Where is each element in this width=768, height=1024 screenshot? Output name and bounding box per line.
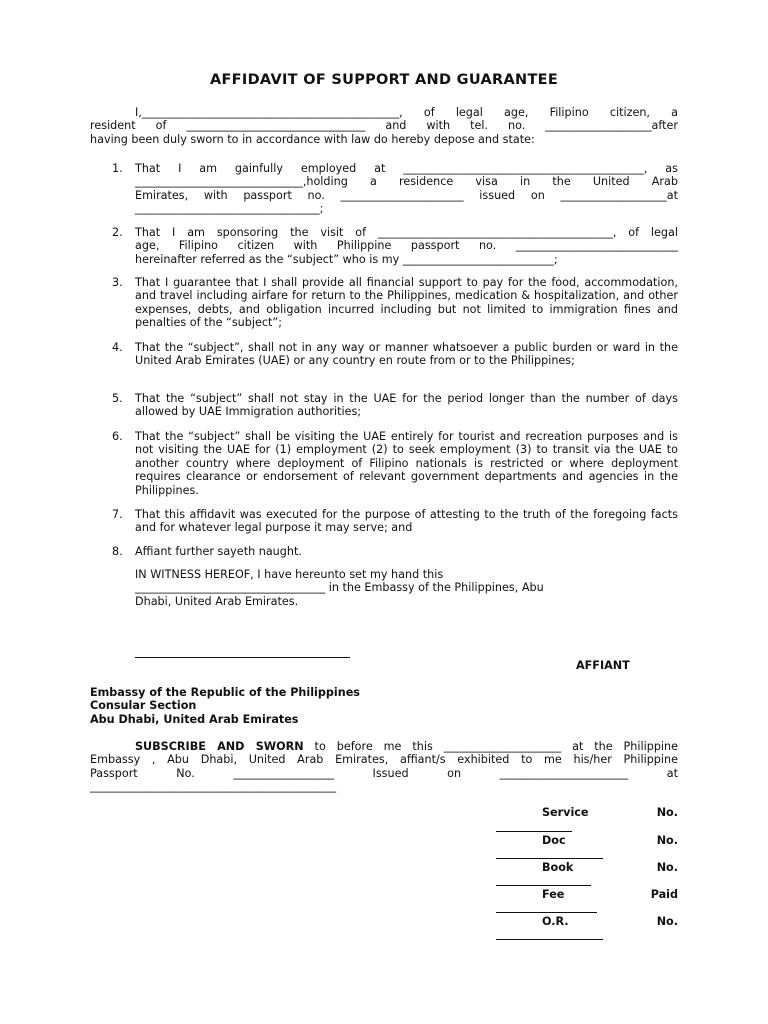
fee-value: No. (656, 915, 678, 928)
fee-row-doc (496, 834, 678, 848)
jurat-line-4: ____________________________________________ (90, 780, 337, 794)
witness-line-3: Dhabi, United Arab Emirates. (135, 594, 299, 608)
item-line: That I am sponsoring the visit of __________________________________________, of legal (135, 226, 678, 239)
fee-label: Service (542, 806, 589, 819)
fee-underline (496, 939, 603, 940)
fee-value: Paid (650, 888, 678, 901)
embassy-line-1: Embassy of the Republic of the Philippines (90, 686, 360, 699)
fee-row-or (496, 915, 678, 929)
intro-line-2: resident of ________________________________ and with tel. no. ___________________after (90, 119, 678, 133)
item-number: 3. (112, 276, 123, 289)
fee-underline (496, 912, 597, 913)
jurat-line-1-text: to before me this _____________________ at the Philippine (303, 740, 678, 753)
intro-line-1: I,______________________________________________, of legal age, Filipino citizen, a (135, 106, 678, 119)
intro-line-3: having been duly sworn to in accordance with law do hereby depose and state: (90, 132, 535, 146)
witness-block (135, 568, 678, 608)
item-number: 8. (112, 545, 123, 558)
intro-paragraph (90, 106, 678, 146)
fee-value: No. (656, 806, 678, 819)
item-number: 4. (112, 341, 123, 354)
jurat-line-2: Embassy , Abu Dhabi, United Arab Emirates, affiant/s exhibited to me his/her Philippine (90, 753, 678, 767)
item-line: age, Filipino citizen with Philippine passport no. _____________________________ (135, 239, 678, 253)
embassy-line-3: Abu Dhabi, United Arab Emirates (90, 712, 299, 726)
item-number: 7. (112, 508, 123, 521)
fee-underline (496, 831, 572, 832)
fee-row-fee (496, 888, 678, 902)
item-line: ______________________________,holding a residence visa in the United Arab (135, 175, 678, 189)
fee-label: Doc (542, 834, 566, 847)
jurat-line-1 (90, 740, 678, 753)
jurat-heading: SUBSCRIBE AND SWORN (135, 740, 304, 753)
affiant-label: AFFIANT (576, 659, 630, 672)
item-text: Affiant further sayeth naught. (135, 545, 302, 558)
fee-label: Book (542, 861, 574, 874)
affiant-signature-line (135, 657, 350, 658)
item-number: 6. (112, 430, 123, 443)
fee-underline (496, 858, 603, 859)
item-text: That I guarantee that I shall provide all financial support to pay for the food, accommodation, and travel including airfare for return to the Philippines, medication & hospitalization, and other expenses, debts, and obligation incurred including but not limited to immigration fines and penalties of the “subject”; (135, 276, 678, 330)
item-text: That the “subject” shall not stay in the UAE for the period longer than the number of days allowed by UAE Immigration authorities; (135, 392, 678, 419)
jurat-line-3: Passport No. __________________ Issued on _______________________ at (90, 766, 678, 780)
item-line: _________________________________; (135, 202, 324, 216)
embassy-block (90, 686, 678, 726)
item-line: That I am gainfully employed at ___________________________________________, as (135, 162, 678, 175)
item-text: That the “subject” shall be visiting the UAE entirely for tourist and recreation purposes and is not visiting the UAE for (1) employment (2) to seek employment (3) to transit via the UAE to another country where deployment of Filipino nationals is restricted or where deployment requires clearance or endorsement of relevant government departments and agencies in the Philippines. (135, 430, 678, 497)
item-line: Emirates, with passport no. ______________________ issued on ___________________at (135, 188, 678, 202)
item-line: hereinafter referred as the “subject” who is my ___________________________; (135, 252, 558, 266)
fee-value: No. (656, 834, 678, 847)
item-number: 5. (112, 392, 123, 405)
witness-line-1: IN WITNESS HEREOF, I have hereunto set my hand this (135, 568, 444, 581)
fee-label: O.R. (542, 915, 569, 928)
document-title: AFFIDAVIT OF SUPPORT AND GUARANTEE (209, 72, 559, 88)
witness-line-2: __________________________________ in the Embassy of the Philippines, Abu (135, 581, 544, 595)
fee-underline (496, 885, 591, 886)
fees-block (496, 806, 678, 946)
item-text: That the “subject”, shall not in any way or manner whatsoever a public burden or ward in the United Arab Emirates (UAE) or any country en route from or to the Philippines; (135, 341, 678, 368)
fee-row-service (496, 806, 678, 820)
item-body (135, 226, 678, 266)
fee-value: No. (656, 861, 678, 874)
item-text: That this affidavit was executed for the purpose of attesting to the truth of the foregoing facts and for whatever legal purpose it may serve; and (135, 508, 678, 535)
item-body (135, 162, 678, 216)
item-number: 2. (112, 226, 123, 239)
fee-row-book (496, 861, 678, 875)
item-number: 1. (112, 162, 123, 175)
fee-label: Fee (542, 888, 565, 901)
embassy-line-2: Consular Section (90, 699, 197, 713)
jurat-paragraph (90, 740, 678, 794)
